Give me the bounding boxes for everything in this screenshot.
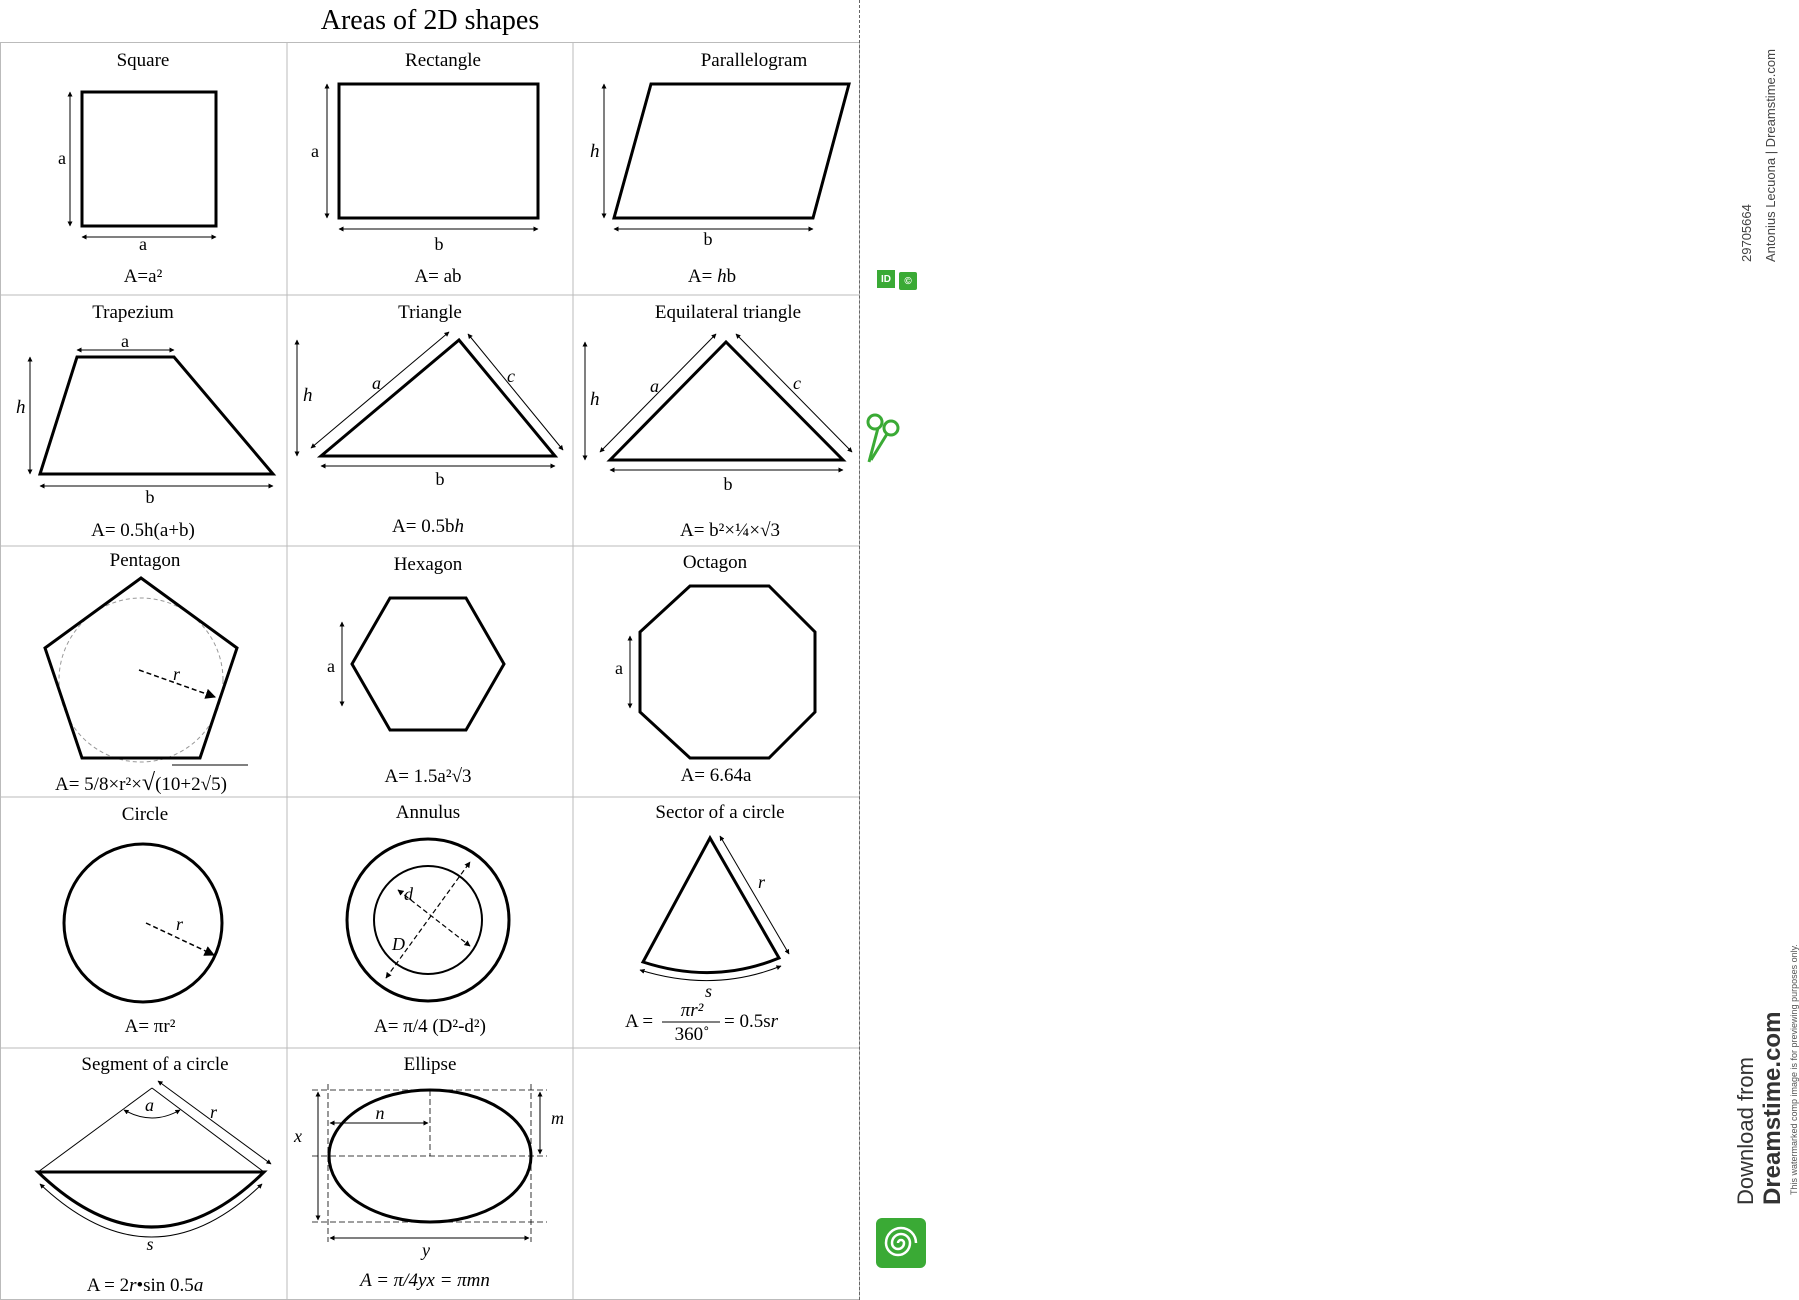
square-formula: A=a² bbox=[123, 266, 163, 287]
octagon-formula: A= 6.64a bbox=[680, 765, 752, 786]
rectangle-dim-bottom: b bbox=[434, 234, 444, 254]
ellipse-dim-x: x bbox=[294, 1126, 302, 1146]
watermark-notice: This watermarked comp image is for previewing purposes only. bbox=[1789, 944, 1799, 1195]
trapezium-dim-side: h bbox=[16, 397, 26, 418]
annulus-title: Annulus bbox=[395, 802, 461, 823]
parallelogram-dim-bottom: b bbox=[703, 229, 713, 249]
ellipse-dim-y: y bbox=[422, 1240, 430, 1260]
rectangle-shape bbox=[339, 84, 538, 218]
annulus-dim-inner: d bbox=[404, 884, 413, 904]
square-title: Square bbox=[116, 50, 170, 71]
equilateral-dim-bottom: b bbox=[723, 474, 733, 494]
triangle-dim-side: h bbox=[303, 385, 313, 406]
square-shape bbox=[82, 92, 216, 226]
triangle-title: Triangle bbox=[398, 302, 462, 323]
photographer-credit: Antonius Lecuona | Dreamstime.com bbox=[1763, 49, 1778, 262]
triangle-formula: A= 0.5bh bbox=[392, 516, 464, 537]
page-title: Areas of 2D shapes bbox=[320, 5, 540, 36]
sector-shape bbox=[643, 838, 779, 973]
segment-title: Segment of a circle bbox=[81, 1054, 229, 1075]
octagon-dim-side: a bbox=[615, 658, 623, 678]
shapes-diagram bbox=[0, 0, 860, 1300]
trapezium-shape bbox=[40, 357, 273, 474]
parallelogram-dim-side: h bbox=[590, 141, 600, 162]
id-badge: ID bbox=[877, 270, 895, 288]
ellipse-dim-m: m bbox=[551, 1108, 564, 1128]
equilateral-dim-left: a bbox=[650, 376, 659, 396]
parallelogram-shape bbox=[614, 84, 849, 218]
ellipse-dim-n: n bbox=[375, 1103, 385, 1123]
equilateral-formula: A= b²×¼×√3 bbox=[680, 520, 780, 541]
octagon-title: Octagon bbox=[682, 552, 748, 573]
cell-rectangle bbox=[311, 50, 538, 287]
annulus-outer-circle bbox=[347, 839, 509, 1001]
segment-dim-radius: r bbox=[210, 1102, 218, 1122]
segment-dim-angle: a bbox=[145, 1095, 154, 1115]
hexagon-shape bbox=[352, 598, 504, 730]
cell-octagon bbox=[615, 552, 815, 786]
segment-dim-arc: s bbox=[146, 1234, 154, 1254]
octagon-shape bbox=[640, 586, 815, 758]
download-from-text: Download from bbox=[1733, 1057, 1758, 1205]
trapezium-dim-top: a bbox=[121, 331, 129, 351]
cell-trapezium bbox=[16, 302, 273, 541]
triangle-dim-bottom: b bbox=[435, 469, 445, 489]
rectangle-formula: A= ab bbox=[414, 266, 462, 287]
trapezium-formula: A= 0.5h(a+b) bbox=[91, 520, 195, 541]
annulus-dim-outer: D bbox=[392, 934, 405, 954]
cell-sector bbox=[625, 802, 789, 1045]
sector-formula-prefix: A = bbox=[625, 1011, 654, 1032]
cell-pentagon bbox=[45, 550, 248, 796]
segment-shape bbox=[38, 1172, 264, 1227]
annulus-formula: A= π/4 (D²-d²) bbox=[374, 1016, 486, 1037]
trapezium-dim-bottom: b bbox=[145, 487, 155, 507]
triangle-dim-right: c bbox=[507, 366, 515, 386]
sector-fraction-numerator: πr² bbox=[680, 1000, 704, 1021]
pentagon-formula: A= 5/8×r²×√(10+2√5) bbox=[55, 770, 227, 796]
cell-equilateral-triangle bbox=[585, 302, 852, 541]
cell-square bbox=[58, 50, 216, 287]
annulus-inner-circle bbox=[374, 866, 482, 974]
rectangle-dim-side: a bbox=[311, 141, 319, 161]
cell-circle bbox=[64, 804, 222, 1037]
sector-dim-arc: s bbox=[705, 981, 713, 1001]
cell-parallelogram bbox=[590, 50, 849, 287]
circle-formula: A= πr² bbox=[124, 1016, 176, 1037]
cell-hexagon bbox=[327, 554, 504, 787]
cell-annulus bbox=[347, 802, 509, 1037]
circle-title: Circle bbox=[121, 804, 169, 825]
hexagon-dim-side: a bbox=[327, 656, 335, 676]
equilateral-title: Equilateral triangle bbox=[654, 302, 802, 323]
circle-shape bbox=[64, 844, 222, 1002]
sector-title: Sector of a circle bbox=[655, 802, 785, 823]
ellipse-title: Ellipse bbox=[403, 1054, 457, 1075]
trapezium-title: Trapezium bbox=[92, 302, 174, 323]
copyright-icon: © bbox=[899, 272, 917, 290]
cell-triangle bbox=[297, 302, 563, 537]
dreamstime-logo-icon bbox=[876, 1218, 926, 1268]
hexagon-formula: A= 1.5a²√3 bbox=[384, 766, 472, 787]
pentagon-title: Pentagon bbox=[109, 550, 181, 571]
sector-formula-suffix: = 0.5sr bbox=[724, 1011, 779, 1032]
sector-fraction-denominator: 360˚ bbox=[674, 1024, 710, 1045]
square-dim-bottom: a bbox=[139, 234, 147, 254]
parallelogram-formula: A= hb bbox=[687, 266, 737, 287]
sector-dim-radius: r bbox=[758, 872, 766, 892]
scissors-icon bbox=[863, 410, 901, 470]
ellipse-formula: A = π/4yx = πmn bbox=[360, 1270, 490, 1291]
equilateral-dim-right: c bbox=[793, 373, 801, 393]
cell-segment bbox=[38, 1054, 271, 1296]
cell-ellipse bbox=[293, 1054, 564, 1291]
rectangle-title: Rectangle bbox=[405, 50, 481, 71]
dreamstime-brand: Dreamstime.com bbox=[1759, 1011, 1786, 1205]
watermark-sidebar bbox=[861, 0, 1799, 1300]
formula-sheet bbox=[0, 0, 860, 1300]
circle-dim-radius: r bbox=[176, 914, 184, 934]
equilateral-shape bbox=[610, 342, 843, 460]
hexagon-title: Hexagon bbox=[393, 554, 463, 575]
parallelogram-title: Parallelogram bbox=[700, 50, 808, 71]
id-number: 29705664 bbox=[1739, 204, 1754, 262]
pentagon-shape bbox=[45, 578, 237, 758]
pentagon-dim-radius: r bbox=[173, 664, 181, 684]
square-dim-side: a bbox=[58, 148, 66, 168]
equilateral-dim-side: h bbox=[590, 389, 600, 410]
triangle-dim-left: a bbox=[372, 373, 381, 393]
segment-formula: A = 2r•sin 0.5a bbox=[86, 1275, 204, 1296]
